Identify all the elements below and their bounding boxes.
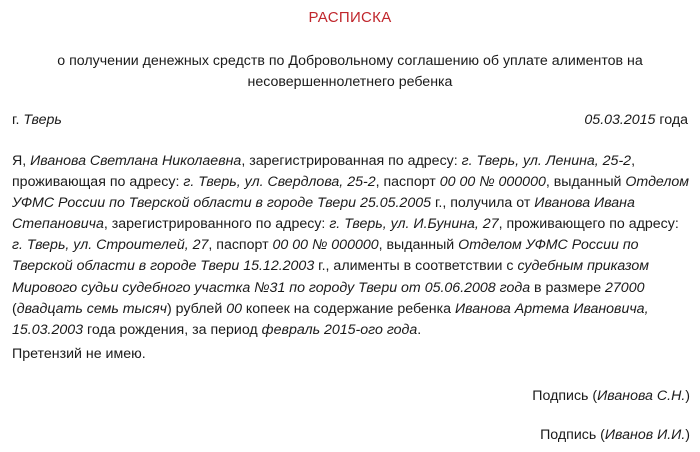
template-text: ) рублей (167, 300, 227, 317)
filled-value: Отделом УФМС России по Тверской области в городе Твери 15.12.2003 (12, 237, 639, 275)
template-text: года рождения, за период (83, 321, 262, 338)
template-text: , зарегистрированного по адресу: (103, 216, 330, 233)
city-prefix: г. (12, 112, 24, 128)
template-text: , выданный (545, 174, 626, 191)
template-text: , паспорт (375, 174, 440, 191)
document-title: РАСПИСКА (308, 9, 392, 26)
filled-value: 00 (226, 300, 242, 317)
document-date (584, 112, 688, 128)
template-text: , выданный (378, 237, 459, 254)
filled-value: 00 00 № 000000 (439, 174, 546, 191)
filled-value: судебным приказом Мирового судьи судебного участка №31 по городу Твери от 05.06.2008 года (12, 258, 650, 296)
signature-close: ) (685, 427, 690, 443)
filled-value: г. Тверь, ул. Ленина, 25-2 (461, 153, 632, 169)
template-text: , проживающего по адресу: (498, 216, 679, 233)
signature-payer (540, 427, 690, 443)
date-suffix: года (655, 112, 688, 128)
filled-value: 00 00 № 000000 (272, 237, 379, 254)
template-text: копеек на содержание ребенка (241, 300, 455, 317)
signature-name: Иванов И.И. (604, 427, 686, 443)
document-subtitle (8, 51, 692, 93)
filled-value: Иванова Артема Ивановича, 15.03.2003 (12, 300, 649, 338)
template-text: , проживающая по адресу: (12, 153, 636, 191)
signature-label: Подпись ( (532, 388, 598, 404)
filled-value: Иванова Ивана Степановича (12, 195, 635, 233)
template-text: ( (12, 300, 17, 317)
filled-value: г. Тверь, ул. Свердлова, 25-2 (183, 174, 376, 191)
subtitle-line-2: несовершеннолетнего ребенка (247, 74, 453, 90)
filled-value: 27000 (605, 279, 645, 296)
signature-close: ) (685, 388, 690, 404)
city-name: Тверь (23, 112, 62, 128)
filled-value: Отделом УФМС России по Тверской области в городе Твери 25.05.2005 (12, 174, 689, 212)
template-text: в размере (530, 279, 606, 296)
filled-value: двадцать семь тысяч (16, 300, 168, 317)
place-of-signing (12, 112, 62, 128)
template-text: , паспорт (208, 237, 273, 254)
signature-name: Иванова С.Н. (597, 388, 686, 404)
template-text: г., алименты в соответствии с (314, 258, 518, 275)
template-text: Я, (12, 153, 31, 169)
date-value: 05.03.2015 (584, 112, 656, 128)
receipt-body-paragraph (12, 151, 692, 341)
template-text: г., получила от (431, 195, 535, 212)
template-text: , зарегистрированная по адресу: (241, 153, 462, 169)
subtitle-line-1: о получении денежных средств по Добровольному соглашению об уплате алиментов на (57, 53, 643, 69)
signature-recipient (532, 388, 690, 404)
no-claims-statement: Претензий не имею. (12, 346, 146, 362)
signature-label: Подпись ( (540, 427, 605, 443)
template-text: . (417, 321, 422, 338)
filled-value: февраль 2015-ого года (261, 321, 418, 338)
filled-value: г. Тверь, ул. Строителей, 27 (12, 237, 209, 254)
filled-value: Иванова Светлана Николаевна (30, 153, 242, 169)
filled-value: г. Тверь, ул. И.Бунина, 27 (329, 216, 499, 233)
